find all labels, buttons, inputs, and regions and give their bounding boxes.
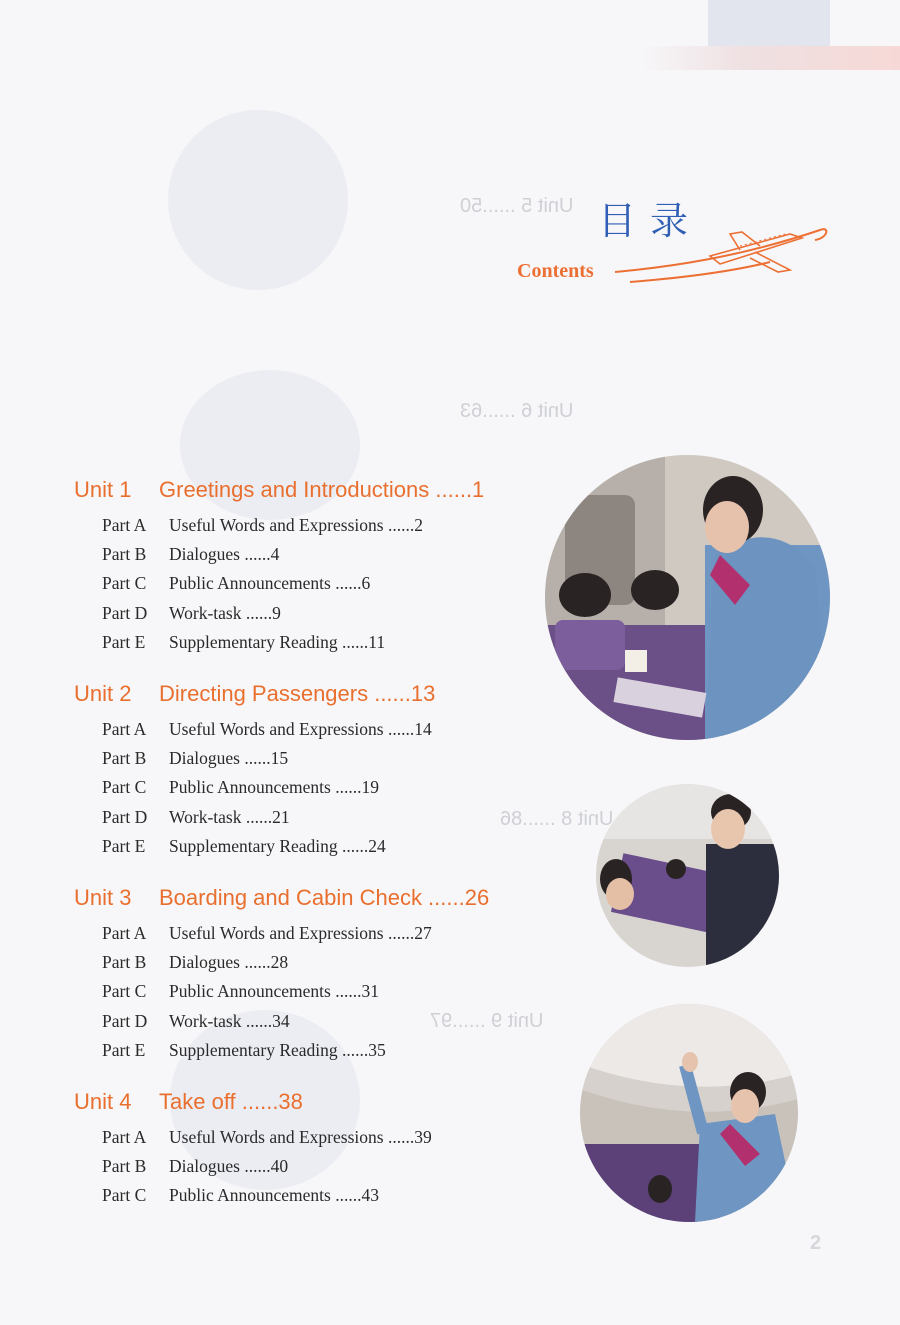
part-entry[interactable] bbox=[102, 832, 435, 861]
part-entry[interactable] bbox=[102, 1007, 489, 1036]
part-title: Supplementary Reading ......24 bbox=[169, 835, 386, 856]
airplane-icon bbox=[590, 212, 835, 292]
unit-title: Boarding and Cabin Check ......26 bbox=[159, 885, 490, 910]
part-label: Part D bbox=[102, 806, 148, 827]
corner-tab bbox=[708, 0, 830, 46]
part-label: Part E bbox=[102, 1039, 146, 1060]
ghost-text: Unit 5 ......50 bbox=[460, 195, 574, 217]
unit-section bbox=[74, 883, 489, 1065]
part-title: Public Announcements ......31 bbox=[169, 981, 379, 1002]
unit-title: Greetings and Introductions ......1 bbox=[159, 477, 485, 502]
unit-section bbox=[74, 1087, 432, 1211]
part-label: Part D bbox=[102, 602, 148, 623]
unit-heading[interactable] bbox=[74, 1087, 432, 1117]
unit-heading[interactable] bbox=[74, 883, 489, 913]
part-label: Part A bbox=[102, 923, 147, 944]
unit-number: Unit 4 bbox=[74, 1089, 132, 1114]
ghost-photo-circle bbox=[168, 110, 348, 290]
contents-title-chinese: 目录 bbox=[598, 199, 703, 243]
unit-heading[interactable] bbox=[74, 475, 484, 505]
part-label: Part B bbox=[102, 748, 147, 769]
part-entry[interactable] bbox=[102, 919, 489, 948]
part-label: Part C bbox=[102, 777, 147, 798]
part-title: Work-task ......34 bbox=[169, 1010, 290, 1031]
part-title: Useful Words and Expressions ......2 bbox=[169, 515, 423, 536]
unit-section bbox=[74, 475, 484, 657]
part-label: Part B bbox=[102, 1156, 147, 1177]
part-title: Supplementary Reading ......35 bbox=[169, 1039, 386, 1060]
part-title: Work-task ......9 bbox=[169, 602, 281, 623]
unit-section bbox=[74, 679, 435, 861]
unit-number: Unit 1 bbox=[74, 477, 132, 502]
ghost-page-number: 2 bbox=[810, 1232, 822, 1254]
part-title: Dialogues ......28 bbox=[169, 952, 289, 973]
ghost-text: Unit 9 ......97 bbox=[430, 1010, 544, 1032]
photo-attendant-closing-overhead-bin bbox=[580, 1004, 798, 1222]
part-title: Public Announcements ......19 bbox=[169, 777, 379, 798]
part-title: Work-task ......21 bbox=[169, 806, 290, 827]
part-label: Part B bbox=[102, 952, 147, 973]
part-label: Part A bbox=[102, 515, 147, 536]
photo-flight-attendant-serving-drink bbox=[545, 455, 830, 740]
contents-title-english: Contents bbox=[517, 260, 594, 282]
photo-attendants-checking-passengers bbox=[596, 784, 779, 967]
part-title: Public Announcements ......43 bbox=[169, 1185, 379, 1206]
part-entry[interactable] bbox=[102, 1152, 432, 1181]
part-entry[interactable] bbox=[102, 511, 484, 540]
part-title: Useful Words and Expressions ......14 bbox=[169, 719, 432, 740]
ghost-text: Unit 6 ......63 bbox=[460, 400, 574, 422]
unit-title: Take off ......38 bbox=[159, 1089, 303, 1114]
part-label: Part C bbox=[102, 1185, 147, 1206]
unit-number: Unit 2 bbox=[74, 681, 132, 706]
part-entry[interactable] bbox=[102, 948, 489, 977]
part-title: Useful Words and Expressions ......39 bbox=[169, 1127, 432, 1148]
unit-title: Directing Passengers ......13 bbox=[159, 681, 436, 706]
part-entry[interactable] bbox=[102, 628, 484, 657]
unit-number: Unit 3 bbox=[74, 885, 132, 910]
ghost-text: Unit 8 ......86 bbox=[500, 808, 614, 830]
part-label: Part A bbox=[102, 1127, 147, 1148]
part-title: Dialogues ......4 bbox=[169, 544, 280, 565]
part-entry[interactable] bbox=[102, 1036, 489, 1065]
part-entry[interactable] bbox=[102, 599, 484, 628]
part-label: Part E bbox=[102, 631, 146, 652]
part-entry[interactable] bbox=[102, 540, 484, 569]
part-entry[interactable] bbox=[102, 569, 484, 598]
part-label: Part C bbox=[102, 573, 147, 594]
part-entry[interactable] bbox=[102, 773, 435, 802]
part-entry[interactable] bbox=[102, 1181, 432, 1210]
unit-heading[interactable] bbox=[74, 679, 435, 709]
part-label: Part B bbox=[102, 544, 147, 565]
part-title: Public Announcements ......6 bbox=[169, 573, 371, 594]
part-label: Part E bbox=[102, 835, 146, 856]
part-entry[interactable] bbox=[102, 1123, 432, 1152]
part-title: Supplementary Reading ......11 bbox=[169, 631, 386, 652]
part-entry[interactable] bbox=[102, 744, 435, 773]
part-title: Dialogues ......40 bbox=[169, 1156, 289, 1177]
part-label: Part C bbox=[102, 981, 147, 1002]
part-label: Part D bbox=[102, 1010, 148, 1031]
top-color-strip bbox=[640, 46, 900, 70]
part-entry[interactable] bbox=[102, 715, 435, 744]
part-title: Useful Words and Expressions ......27 bbox=[169, 923, 432, 944]
part-label: Part A bbox=[102, 719, 147, 740]
part-title: Dialogues ......15 bbox=[169, 748, 289, 769]
part-entry[interactable] bbox=[102, 977, 489, 1006]
part-entry[interactable] bbox=[102, 803, 435, 832]
